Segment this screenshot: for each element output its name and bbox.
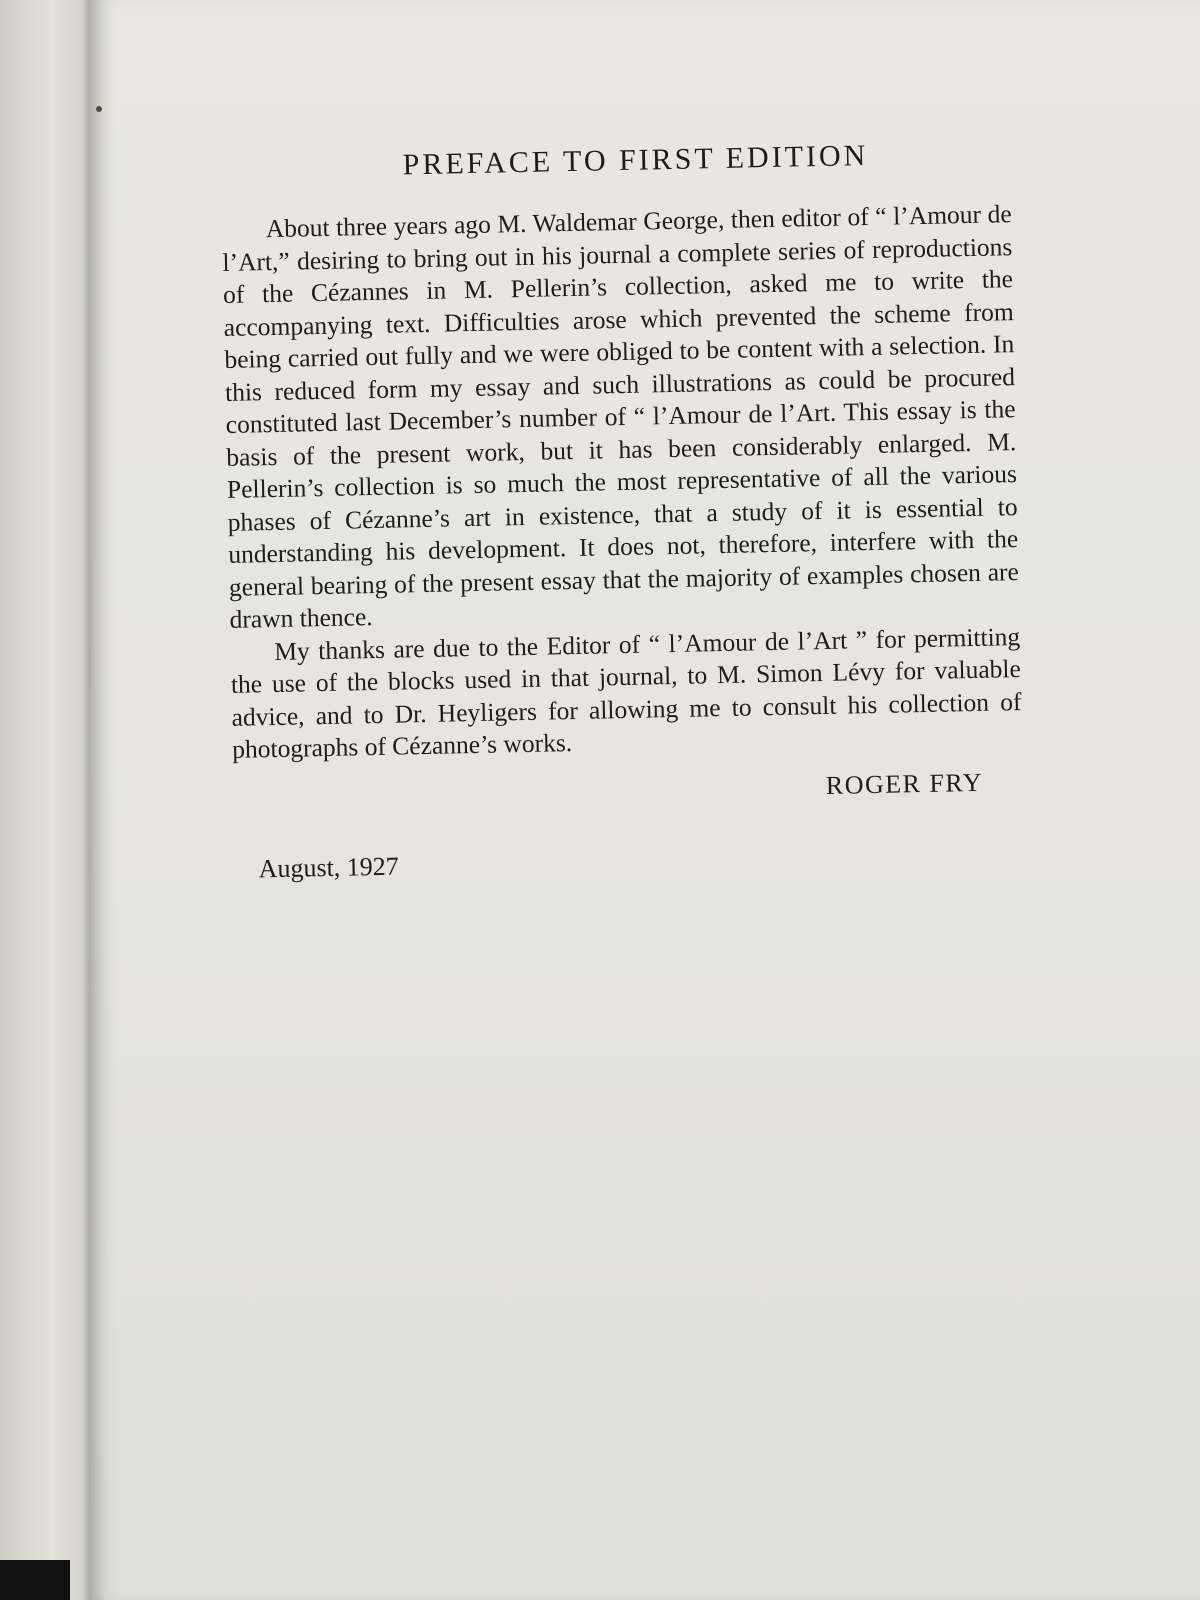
facing-page-edge [0,0,96,1600]
preface-date: August, 1927 [258,851,400,883]
book-cover-edge [0,1560,70,1600]
page-heading: PREFACE TO FIRST EDITION [402,138,869,182]
page-speck [96,106,102,112]
author-signature: ROGER FRY [825,767,984,800]
preface-text-block [220,124,1025,884]
preface-paragraph-2: My thanks are due to the Editor of “ l’Amour de l’Art ” for permitting the use of the blocks used in that journal, to M. Simon Lévy for valuable advice, and to Dr. Heyligers for allowing me to consult his collection of photographs of Cézanne’s works. [230,621,1022,764]
preface-paragraph-1: About three years ago M. Waldemar George, then editor of “ l’Amour de l’Art,” desiring to bring out in his journal a complete series of reproductions of the Cézannes in M. Pellerin’s collection, asked me to write the accompanying text. Difficulties arose which prevented the scheme from being carried out fully and we were obliged to be content with a selection. In this reduced form my essay and such illustrations as could be procured constituted last December’s number of “ l’Amour de l’Art. This essay is the basis of the present work, but it has been considerably enlarged. M. Pellerin’s collection is so much the most representative of all the various phases of Cézanne’s art in existence, that a study of it is essential to understanding his development. It does not, therefore, interfere with the general bearing of the present essay that the majority of examples chosen are drawn thence. [222,199,1020,634]
book-page [90,0,1200,1600]
